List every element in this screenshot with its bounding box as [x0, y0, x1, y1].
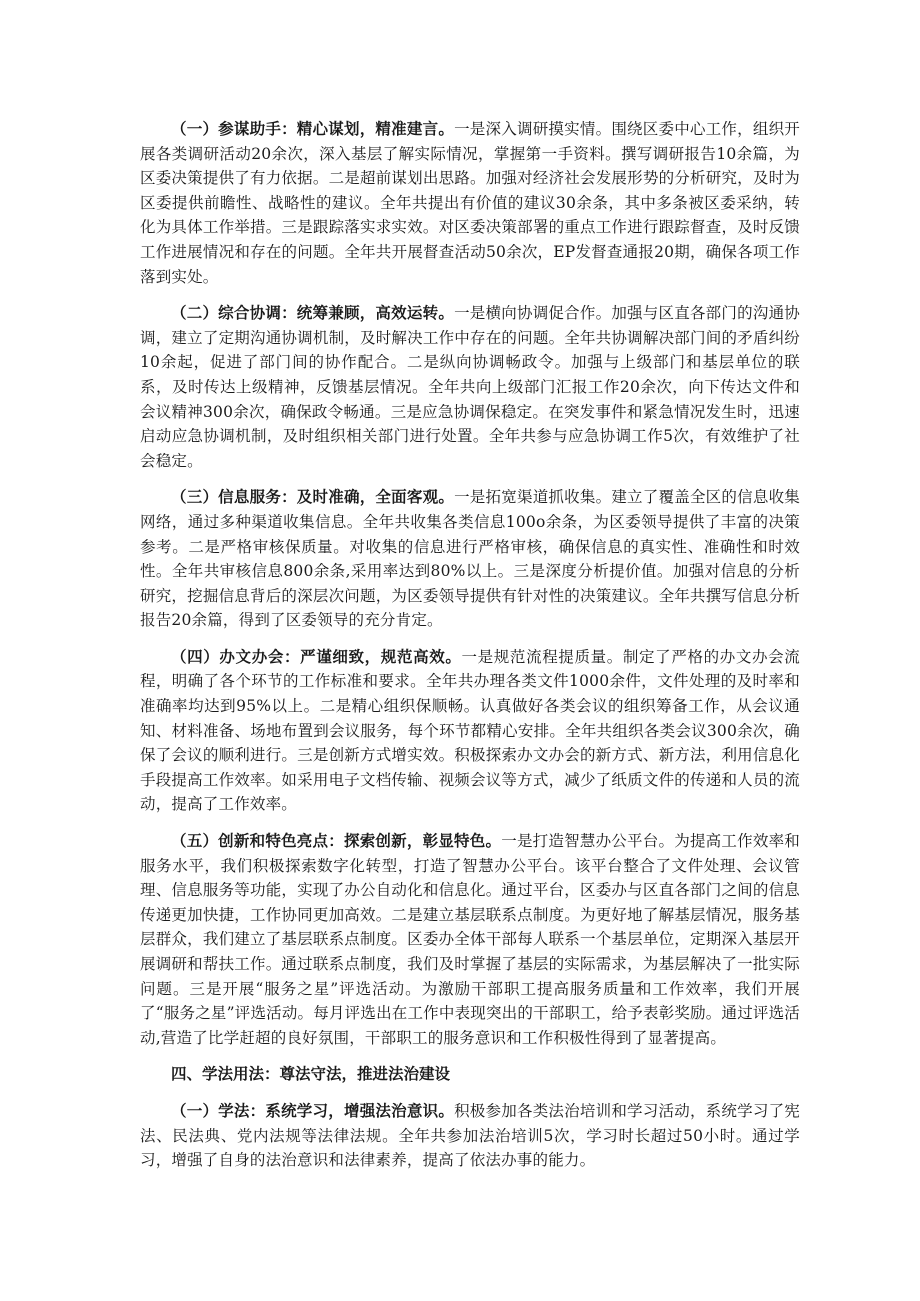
paragraph-section-3	[140, 485, 800, 633]
section-1-lead: （一）参谋助手：精心谋划，精准建言。	[171, 119, 455, 138]
paragraph-section-2	[140, 301, 800, 473]
paragraph-section-5	[140, 829, 800, 1050]
paragraph-section-4	[140, 645, 800, 817]
section-5-body: 一是打造智慧办公平台。为提高工作效率和服务水平，我们积极探索数字化转型，打造了智慧办公平台。该平台整合了文件处理、会议管理、信息服务等功能，实现了办公自动化和信息化。通过平台，区委办与区直各部门之间的信息传递更加快捷，工作协同更加高效。二是建立基层联系点制度。为更好地了解基层情况，服务基层群众，我们建立了基层联系点制度。区委办全体干部每人联系一个基层单位，定期深入基层开展调研和帮扶工作。通过联系点制度，我们及时掌握了基层的实际需求，为基层解决了一批实际问题。三是开展“服务之星”评选活动。为激励干部职工提高服务质量和工作效率，我们开展了“服务之星”评选活动。每月评选出在工作中表现突出的干部职工，给予表彰奖励。通过评选活动,营造了比学赶超的良好氛围，干部职工的服务意识和工作积极性得到了显著提高。	[140, 832, 800, 1047]
paragraph-law-study	[140, 1099, 800, 1173]
section-2-lead: （二）综合协调：统筹兼顾，高效运转。	[171, 303, 455, 323]
law-study-body: 积极参加各类法治培训和学习活动，系统学习了宪法、民法典、党内法规等法律法规。全年共参加法治培训5次，学习时长超过50小时。通过学习，增强了自身的法治意识和法律素养，提高了依法办事的能力。	[140, 1101, 800, 1170]
section-5-lead: （五）创新和特色亮点：探索创新，彰显特色。	[171, 831, 502, 851]
section-2-body: 一是横向协调促合作。加强与区直各部门的沟通协调，建立了定期沟通协调机制，及时解决工作中存在的问题。全年共协调解决部门间的矛盾纠纷10余起，促进了部门间的协作配合。二是纵向协调畅政令。加强与上级部门和基层单位的联系，及时传达上级精神，反馈基层情况。全年共向上级部门汇报工作20余次，向下传达文件和会议精神300余次，确保政令畅通。三是应急协调保稳定。在突发事件和紧急情况发生时，迅速启动应急协调机制，及时组织相关部门进行处置。全年共参与应急协调工作5次，有效维护了社会稳定。	[140, 304, 800, 470]
law-study-lead: （一）学法：系统学习，增强法治意识。	[171, 1100, 455, 1120]
section-1-body: 一是深入调研摸实情。围绕区委中心工作，组织开展各类调研活动20余次，深入基层了解实际情况，掌握第一手资料。撰写调研报告10余篇，为区委决策提供了有力依据。二是超前谋划出思路。加强对经济社会发展形势的分析研究，及时为区委提供前瞻性、战略性的建议。全年共提出有价值的建议30余条，其中多条被区委采纳，转化为具体工作举措。三是跟踪落实求实效。对区委决策部署的重点工作进行跟踪督查，及时反馈工作进展情况和存在的问题。全年共开展督查活动50余次，EP发督查通报20期，确保各项工作落到实处。	[140, 120, 800, 286]
paragraph-section-1	[140, 117, 800, 289]
section-3-lead: （三）信息服务：及时准确，全面客观。	[171, 487, 455, 507]
heading-part-four: 四、学法用法：尊法守法，推进法治建设	[171, 1064, 451, 1084]
section-3-body: 一是拓宽渠道抓收集。建立了覆盖全区的信息收集网络，通过多种渠道收集信息。全年共收集各类信息100o余条，为区委领导提供了丰富的决策参考。二是严格审核保质量。对收集的信息进行严格审核，确保信息的真实性、准确性和时效性。全年共审核信息800余条,采用率达到80%以上。三是深度分析提价值。加强对信息的分析研究，挖掘信息背后的深层次问题，为区委领导提供有针对性的决策建议。全年共撰写信息分析报告20余篇，得到了区委领导的充分肯定。	[140, 488, 800, 630]
document-page	[140, 117, 800, 1185]
section-4-lead: （四）办文办会：严谨细致，规范高效。	[171, 646, 462, 666]
section-4-body: 一是规范流程提质量。制定了严格的办文办会流程，明确了各个环节的工作标准和要求。全年共办理各类文件1000余件，文件处理的及时率和准确率均达到95%以上。二是精心组织保顺畅。认真做好各类会议的组织筹备工作，从会议通知、材料准备、场地布置到会议服务，每个环节都精心安排。全年共组织各类会议300余次，确保了会议的顺利进行。三是创新方式增实效。积极探索办文办会的新方式、新方法，利用信息化手段提高工作效率。如采用电子文档传输、视频会议等方式，减少了纸质文件的传递和人员的流动，提高了工作效率。	[140, 647, 801, 814]
